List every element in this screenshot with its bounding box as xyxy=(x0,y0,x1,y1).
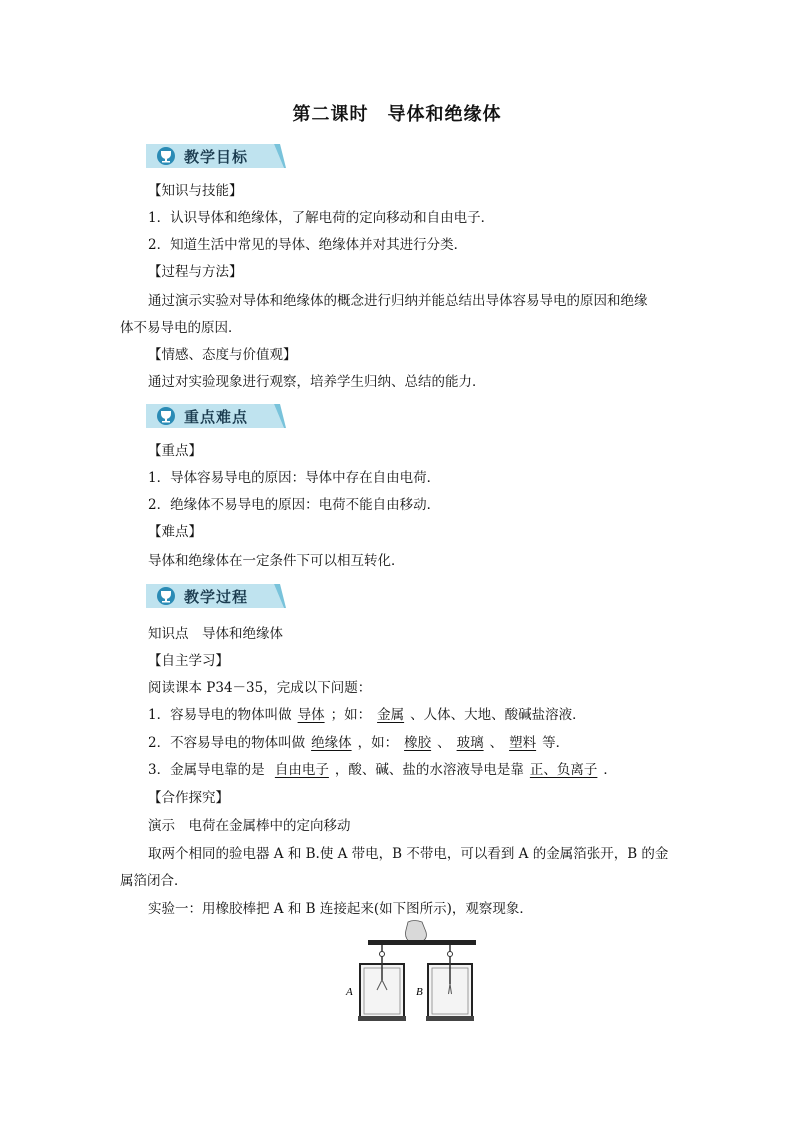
section-title: 教学目标 xyxy=(184,148,249,166)
label-b: B xyxy=(416,986,423,998)
key-item-1: 1．导体容易导电的原因：导体中存在自由电荷． xyxy=(148,470,441,486)
heading-process-method: 【过程与方法】 xyxy=(148,264,243,280)
electroscope-figure xyxy=(340,920,480,1026)
experiment-1: 实验一：用橡胶棒把 A 和 B 连接起来(如下图所示)，观察现象． xyxy=(148,901,533,917)
key-item-2: 2．绝缘体不易导电的原因：电荷不能自由移动． xyxy=(148,497,441,513)
answer-blank: 橡胶 xyxy=(404,735,432,751)
goal-item-2: 2．知道生活中常见的导体、绝缘体并对其进行分类． xyxy=(148,237,468,253)
demo-text-1: 取两个相同的验电器 A 和 B.使 A 带电，B 不带电，可以看到 A 的金属箔张开，B 的金 xyxy=(148,846,669,862)
goal-method-text-2: 体不易导电的原因． xyxy=(120,320,242,336)
goal-emotion-text: 通过对实验现象进行观察，培养学生归纳、总结的能力． xyxy=(148,374,486,390)
section-banner-goals xyxy=(146,142,286,170)
knowledge-point: 知识点 导体和绝缘体 xyxy=(148,626,283,642)
page-title: 第二课时 导体和绝缘体 xyxy=(292,104,502,125)
question-3: 3．金属导电靠的是 自由电子 ，酸、碱、盐的水溶液导电是靠 正、负离子 ． xyxy=(148,762,617,778)
heading-knowledge: 【知识与技能】 xyxy=(148,183,243,199)
answer-blank: 正、负离子 xyxy=(529,762,598,778)
demo-text-2: 属箔闭合． xyxy=(120,873,188,889)
question-2: 2．不容易导电的物体叫做 绝缘体 ，如： 橡胶 、 玻璃 、 塑料 等． xyxy=(148,735,570,751)
section-banner-process xyxy=(146,582,286,610)
difficulty-text: 导体和绝缘体在一定条件下可以相互转化． xyxy=(148,553,405,569)
answer-blank: 玻璃 xyxy=(456,735,484,751)
heading-cooperative: 【合作探究】 xyxy=(148,790,229,806)
answer-blank: 金属 xyxy=(377,707,405,723)
section-title: 教学过程 xyxy=(184,588,249,606)
question-1: 1．容易导电的物体叫做 导体 ；如： 金属 、人体、大地、酸碱盐溶液． xyxy=(148,707,586,723)
electroscope-illustration xyxy=(340,920,480,1026)
reading-instruction: 阅读课本 P34－35，完成以下问题： xyxy=(148,680,372,696)
section-title: 重点难点 xyxy=(184,408,249,426)
heading-emotion: 【情感、态度与价值观】 xyxy=(148,347,297,363)
label-a: A xyxy=(346,986,353,998)
answer-blank: 导体 xyxy=(297,707,325,723)
answer-blank: 塑料 xyxy=(509,735,537,751)
goal-item-1: 1．认识导体和绝缘体，了解电荷的定向移动和自由电子． xyxy=(148,210,495,226)
demo-title: 演示 电荷在金属棒中的定向移动 xyxy=(148,818,351,834)
heading-self-study: 【自主学习】 xyxy=(148,653,229,669)
heading-key-point: 【重点】 xyxy=(148,443,202,459)
answer-blank: 自由电子 xyxy=(274,762,329,778)
heading-difficulty: 【难点】 xyxy=(148,524,202,540)
section-banner-key xyxy=(146,402,286,430)
answer-blank: 绝缘体 xyxy=(311,735,352,751)
goal-method-text-1: 通过演示实验对导体和绝缘体的概念进行归纳并能总结出导体容易导电的原因和绝缘 xyxy=(148,293,648,309)
